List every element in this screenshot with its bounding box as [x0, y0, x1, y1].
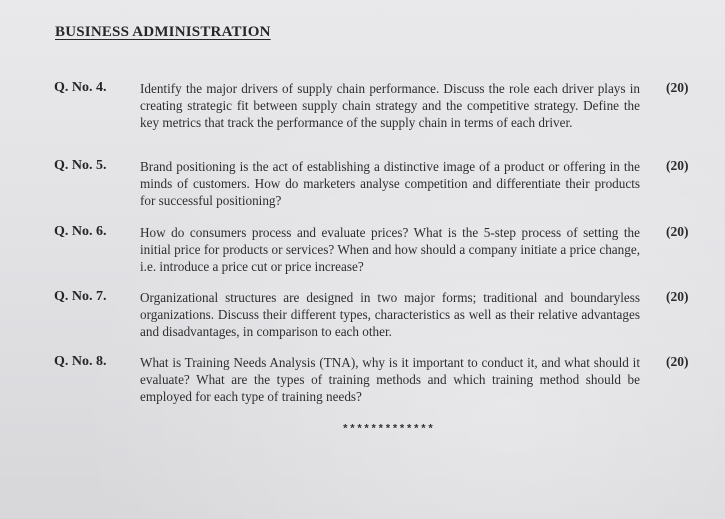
question-number: Q. No. 7. [54, 289, 107, 304]
question-marks: (20) [666, 354, 689, 369]
question-text: Organizational structures are designed in two major forms; traditional and boundaryless organizations. Discuss their different types, characteristics as well as their relative advantages and disadvantages, in comparison to each other. [140, 290, 640, 339]
end-of-paper-mark: ************* [342, 424, 435, 436]
question-text: Identify the major drivers of supply chain performance. Discuss the role each driver plays in creating strategic fit between supply chain strategy and the competitive strategy. Define the key metrics that track the performance of the supply chain in terms of each driver. [140, 81, 640, 130]
question-marks: (20) [666, 224, 689, 239]
question-text: What is Training Needs Analysis (TNA), why is it important to conduct it, and what should it evaluate? What are the types of training methods and which training method should be employed for each type of training needs? [140, 355, 640, 404]
question-marks: (20) [666, 158, 689, 173]
question-text: How do consumers process and evaluate prices? What is the 5-step process of setting the initial price for products or services? When and how should a company initiate a price change, i.e. introduce a price cut or price increase? [140, 225, 640, 274]
page-title: BUSINESS ADMINISTRATION [55, 24, 271, 40]
question-number: Q. No. 6. [54, 224, 107, 239]
question-number: Q. No. 5. [54, 158, 107, 173]
question-marks: (20) [666, 289, 689, 304]
question-number: Q. No. 8. [54, 354, 107, 369]
question-text: Brand positioning is the act of establishing a distinctive image of a product or offering in the minds of customers. How do marketers analyse competition and differentiate their products for successful positioning? [140, 159, 640, 208]
question-marks: (20) [666, 80, 689, 95]
question-number: Q. No. 4. [54, 80, 107, 95]
